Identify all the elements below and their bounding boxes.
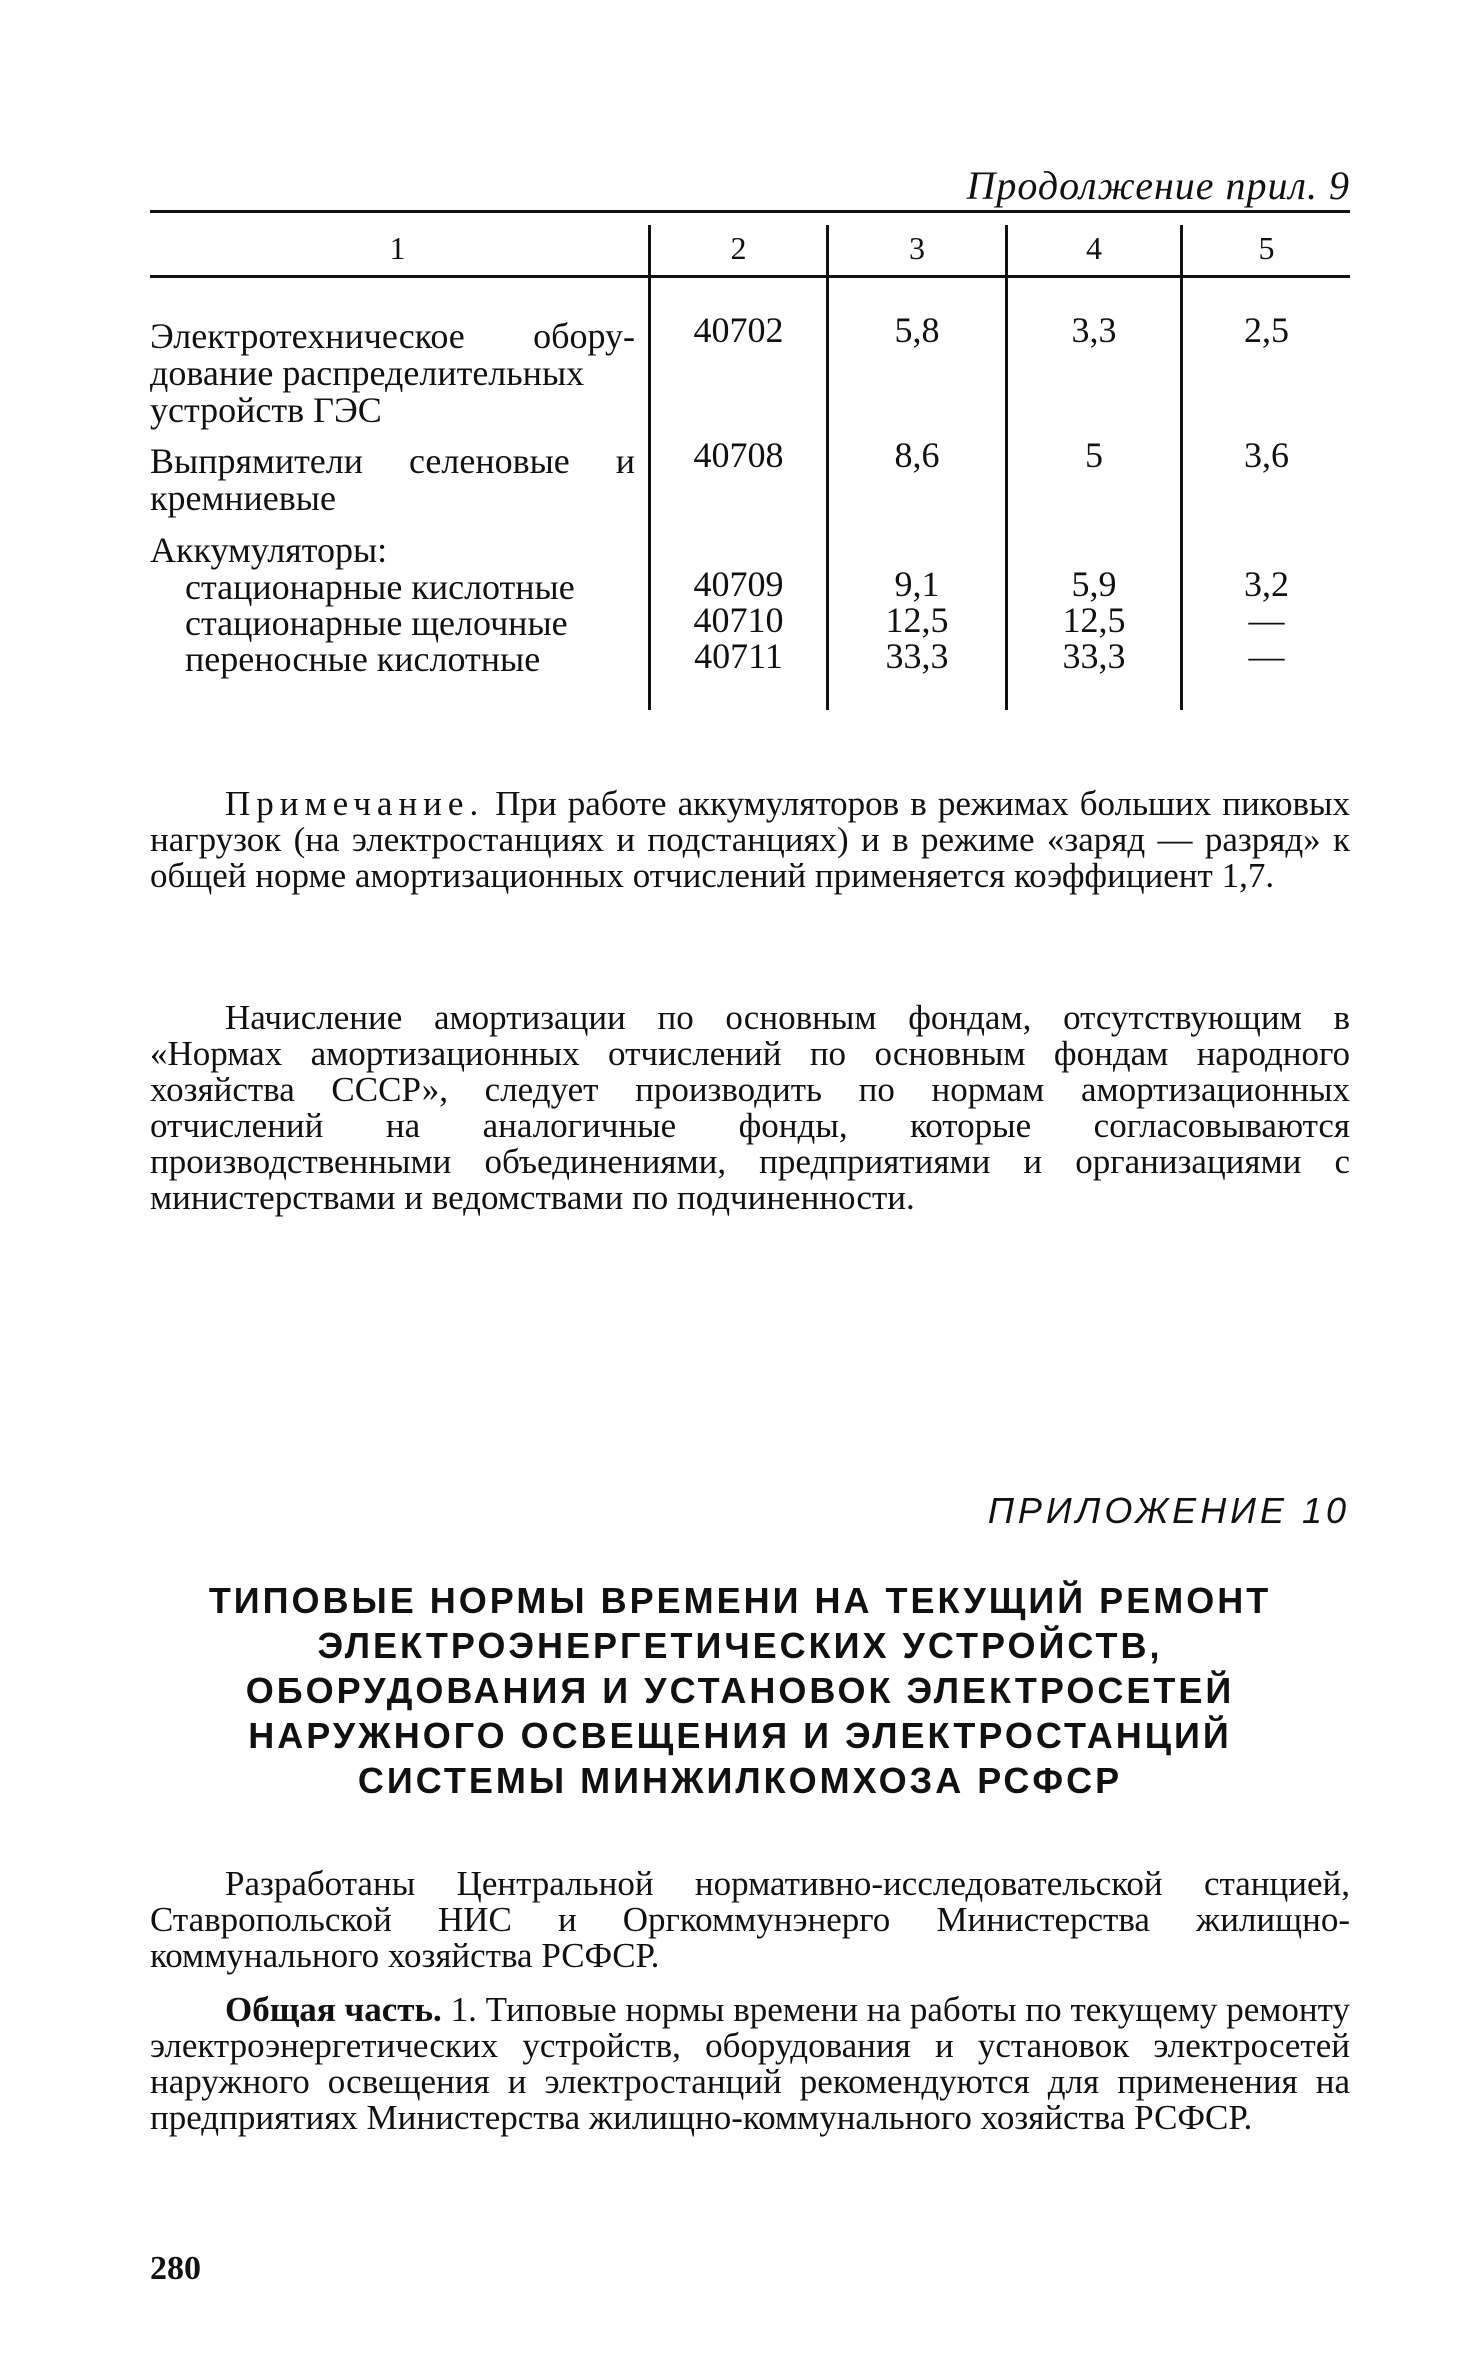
table-group-label: Аккумуляторы: xyxy=(150,530,388,570)
table-cell: 33,3 xyxy=(885,636,949,676)
note-text: При работе аккумуляторов в режимах больших пиковых нагрузок (на электростанциях и подстанциях) и в режиме «заряд — разряд» к общей норме амортизационных отчислений применяется коэффициент 1,7. xyxy=(150,784,1350,895)
appendix-title xyxy=(150,1578,1330,1803)
table-cell: 5,9 xyxy=(1071,564,1117,604)
title-line: ОБОРУДОВАНИЯ И УСТАНОВОК ЭЛЕКТРОСЕТЕЙ xyxy=(245,1670,1235,1711)
body-paragraph: Начисление амортизации по основным фондам, отсутствующим в «Нормах амортизационных отчислений по основным фондам народного хозяйства СССР», следует производить по нормам амортизационных отчислений на аналогичные фонды, которые согласовываются производственными объединениями, предприятиями и организациями с министерствами и ведомствами по подчиненности. xyxy=(150,998,1350,1217)
title-line: ЭЛЕКТРОЭНЕРГЕТИЧЕСКИХ УСТРОЙСТВ, xyxy=(317,1625,1163,1666)
table-column-header: 3 xyxy=(909,230,925,266)
table-cell: 8,6 xyxy=(894,435,940,475)
table-row-label: Выпрямители селеновые и кремниевые xyxy=(150,441,635,518)
table-cell: 12,5 xyxy=(1062,600,1126,640)
continuation-label: Продолжение прил. 9 xyxy=(966,163,1350,208)
table-column-header: 2 xyxy=(730,230,747,266)
general-part-label: Общая часть. xyxy=(225,1990,442,2029)
note-label: Примечание. xyxy=(225,784,485,823)
title-line: СИСТЕМЫ МИНЖИЛКОМХОЗА РСФСР xyxy=(357,1760,1123,1801)
table-cell: 5 xyxy=(1085,435,1103,475)
table-cell-code: 40711 xyxy=(694,636,783,676)
table-cell: 3,3 xyxy=(1071,310,1117,350)
table-cell-code: 40709 xyxy=(693,564,784,604)
table-header-rule xyxy=(150,275,1350,278)
table-cell: 9,1 xyxy=(894,564,940,604)
table-column-header: 5 xyxy=(1258,230,1275,266)
table-cell-code: 40710 xyxy=(693,600,784,640)
table-cell-code: 40702 xyxy=(693,310,784,350)
table-cell: 3,2 xyxy=(1244,564,1289,604)
table-column-header: 4 xyxy=(1086,230,1102,266)
table-top-rule xyxy=(150,210,1350,213)
table-cell: 3,6 xyxy=(1244,435,1289,475)
title-line: НАРУЖНОГО ОСВЕЩЕНИЯ И ЭЛЕКТРОСТАНЦИЙ xyxy=(248,1715,1232,1756)
table-row-label: стационарные кислотные xyxy=(185,567,575,607)
appendix-label: ПРИЛОЖЕНИЕ 10 xyxy=(987,1490,1350,1531)
table-row-label: стационарные щелочные xyxy=(185,603,568,643)
table-cell-code: 40708 xyxy=(693,435,784,475)
developed-paragraph: Разработаны Центральной нормативно-исследовательской станцией, Ставропольской НИС и Оргкоммунэнерго Министерства жилищно-коммунального хозяйства РСФСР. xyxy=(150,1864,1350,1975)
general-part-text: 1. Типовые нормы времени на работы по текущему ремонту электроэнергетических устройств, оборудования и установок электросетей наружного освещения и электростанций рекомендуются для применения на предприятиях Министерства жилищно-коммунального хозяйства РСФСР. xyxy=(150,1990,1350,2137)
table-cell: — xyxy=(1248,600,1285,640)
table-cell: 2,5 xyxy=(1244,310,1289,350)
table-row-label: переносные кислотные xyxy=(185,639,541,679)
table-row-label: Электротехническое обору- дование распределительных устройств ГЭС xyxy=(150,316,635,430)
table-cell: — xyxy=(1248,636,1285,676)
general-part-paragraph xyxy=(150,1992,1350,2136)
table-note xyxy=(150,786,1350,894)
title-line: ТИПОВЫЕ НОРМЫ ВРЕМЕНИ НА ТЕКУЩИЙ РЕМОНТ xyxy=(208,1580,1272,1621)
table-cell: 12,5 xyxy=(885,600,949,640)
page-number: 280 xyxy=(150,2250,201,2287)
table-column-header: 1 xyxy=(389,230,406,266)
table-cell: 33,3 xyxy=(1062,636,1126,676)
table-cell: 5,8 xyxy=(894,310,940,350)
